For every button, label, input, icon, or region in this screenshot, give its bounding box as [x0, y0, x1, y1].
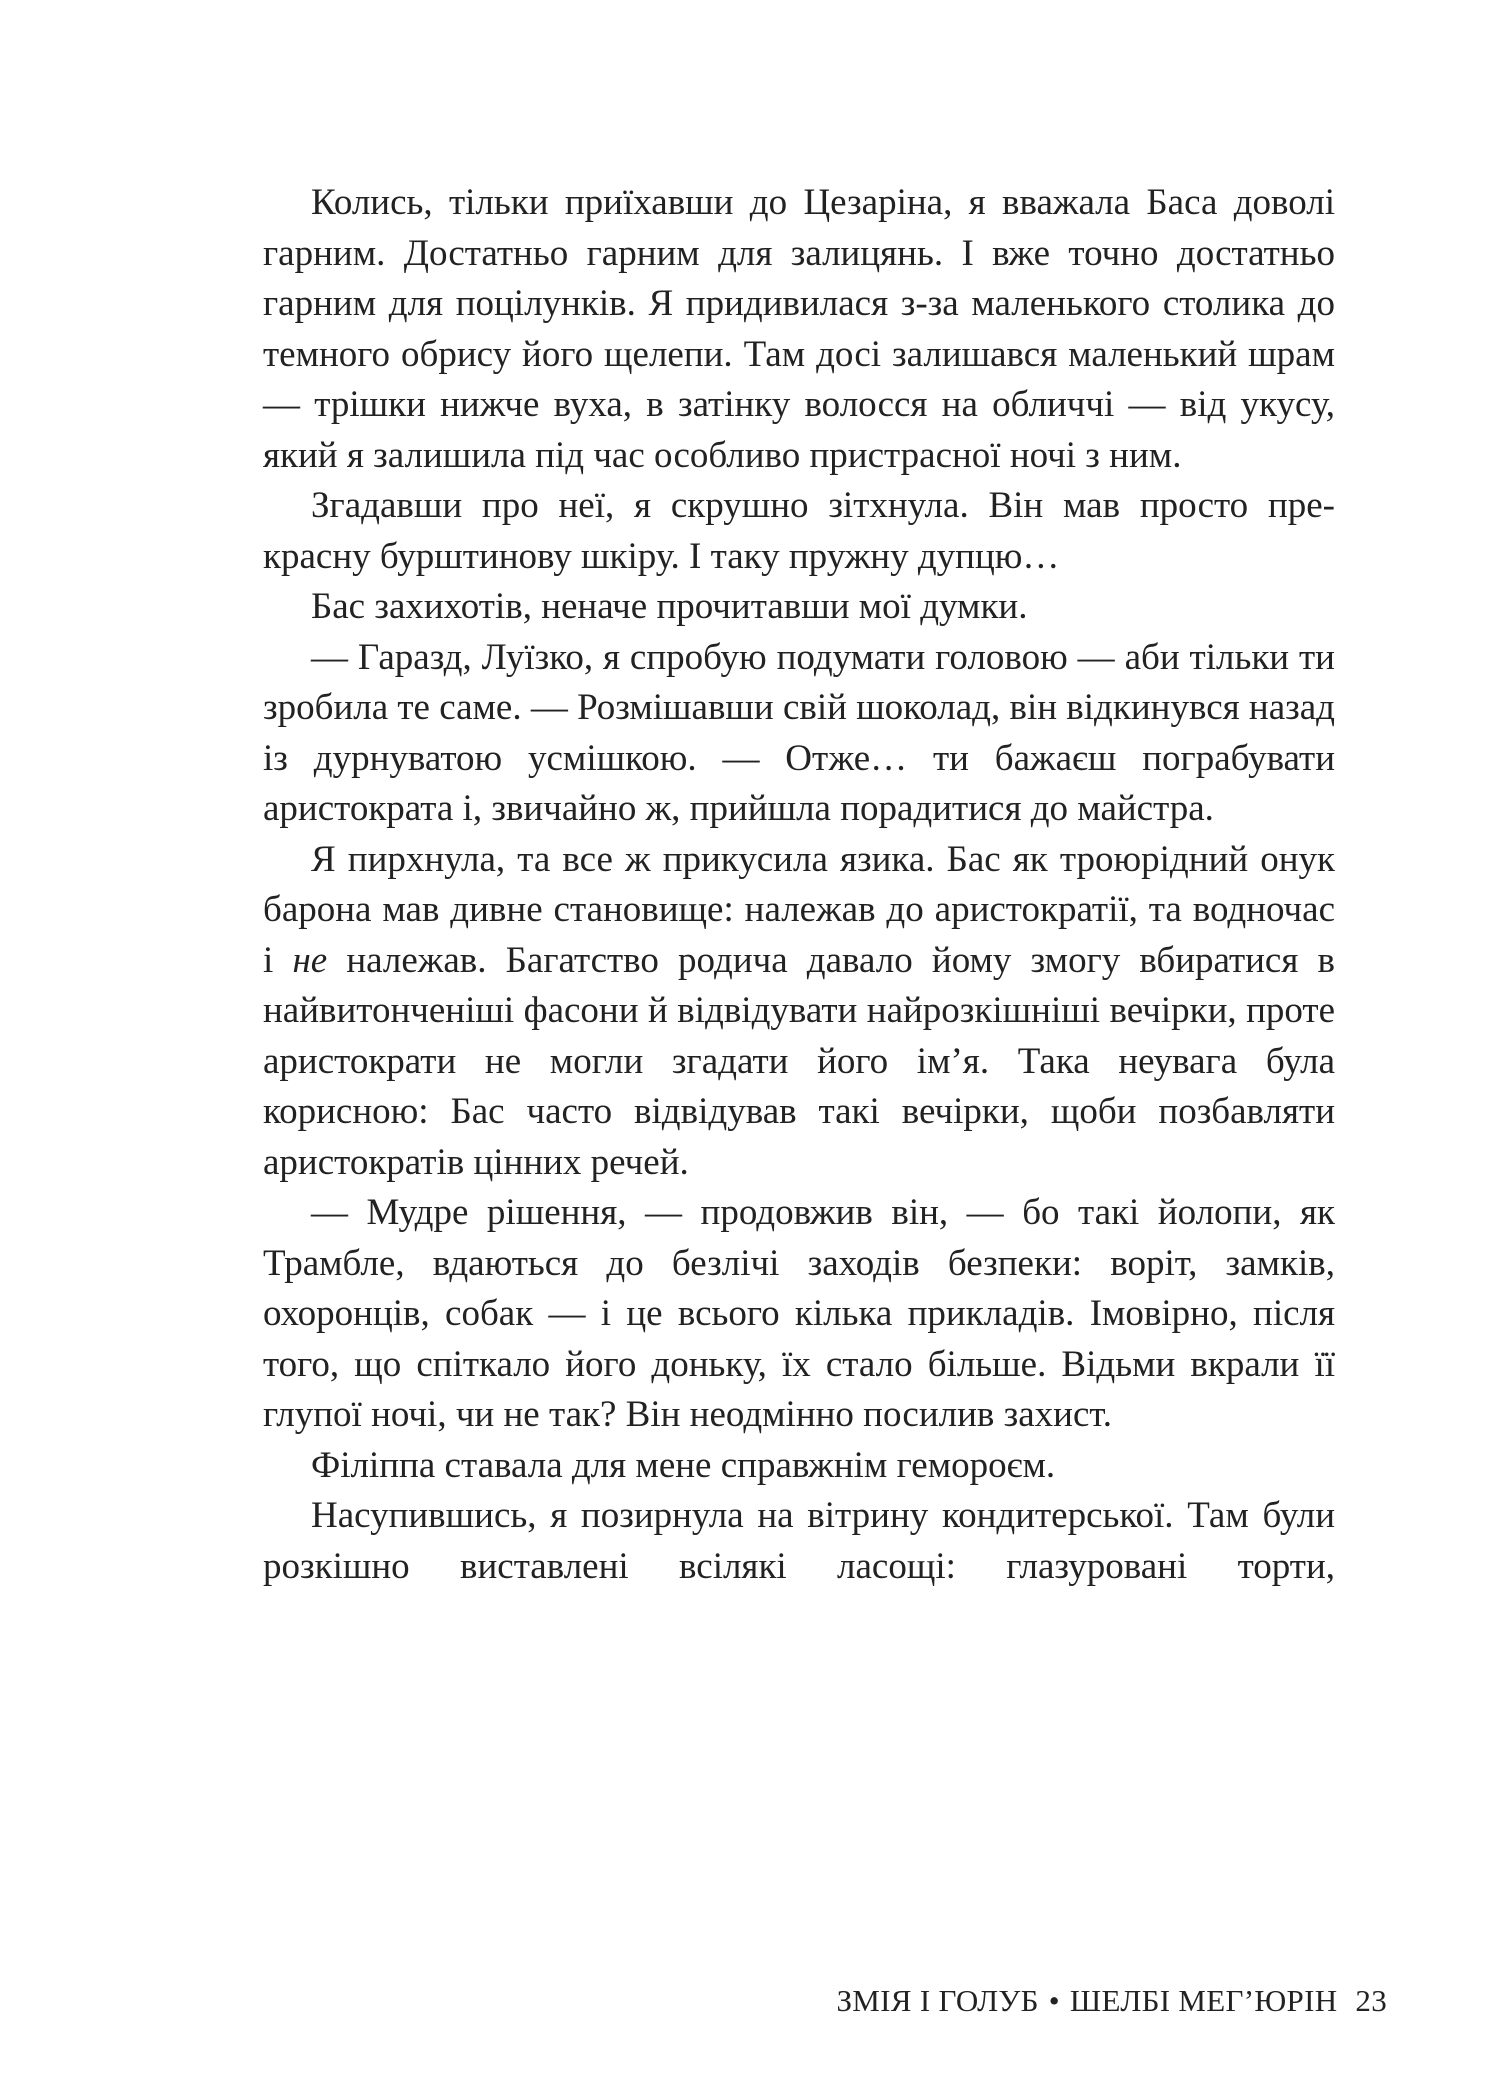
paragraph-5-part-2: належав. Багатство родича давало йому змогу вбиратися в найвитонченіші фасони й відвідувати найрозкішніші вечірки, проте аристократи не могли згадати його ім’я. Така неувага була корисною: Бас часто відвідував такі вечірки, щоби позбавляти аристократів цінних речей. [263, 939, 1336, 1183]
running-footer [836, 1983, 1387, 2019]
page-number: 23 [1355, 1983, 1387, 2018]
paragraph-4: — Гаразд, Луїзко, я спробую подумати головою — аби тільки ти зробила те саме. — Розмішавши свій шоколад, він відкинувся назад із дурнуватою усмішкою. — Отже… ти бажаєш пограбувати аристократа і, звичайно ж, прийшла порадитися до майстра. [263, 636, 1335, 829]
paragraph-8: Насупившись, я позирнула на вітрину кондитерської. Там були розкішно виставлені всілякі ласощі: глазуровані торти, [263, 1495, 1335, 1587]
paragraph-7: Філіппа ставала для мене справжнім гемороєм. [311, 1444, 1056, 1486]
paragraph-3: Бас захихотів, неначе прочитавши мої думки. [311, 586, 1028, 627]
book-title: ЗМІЯ І ГОЛУБ [836, 1983, 1039, 2018]
emphasis-text: не [292, 939, 328, 981]
author-name: ШЕЛБІ МЕГ’ЮРІН [1069, 1983, 1338, 2018]
paragraph-2: Згадавши про неї, я скрушно зітхнула. Він мав просто прекрасну бурштинову шкіру. І таку пружну дупцю… [263, 485, 1335, 577]
paragraph-6: — Мудре рішення, — продовжив він, — бо такі йолопи, як Трамбле, вдаються до безлічі заходів безпеки: воріт, замків, охоронців, собак — і це всього кілька прикладів. Імовірно, після того, що спіткало його доньку, їх стало більше. Відьми вкрали її глупої ночі, чи не так? Він неодмінно посилив захист. [263, 1192, 1335, 1435]
paragraph-1: Колись, тільки приїхавши до Цезаріна, я вважала Баса доволі гарним. Достатньо гарним для залицянь. І вже точно достатньо гарним для поцілунків. Я придивилася з-за маленького столика до темного обрису його щелепи. Там досі залишався маленький шрам — трішки нижче вуха, в затінку волосся на обличчі — від укусу, який я залишила під час особливо пристрасної ночі з ним. [263, 182, 1335, 476]
paragraph-5 [263, 835, 1335, 1189]
paragraph-5-part-1: Я пирхнула, та все ж прикусила язика. Бас як троюрідний онук барона мав дивне становище: належав до аристократії, та водночас і [263, 838, 1335, 981]
bullet-separator: • [1048, 1983, 1060, 2018]
body-text [263, 178, 1335, 1592]
